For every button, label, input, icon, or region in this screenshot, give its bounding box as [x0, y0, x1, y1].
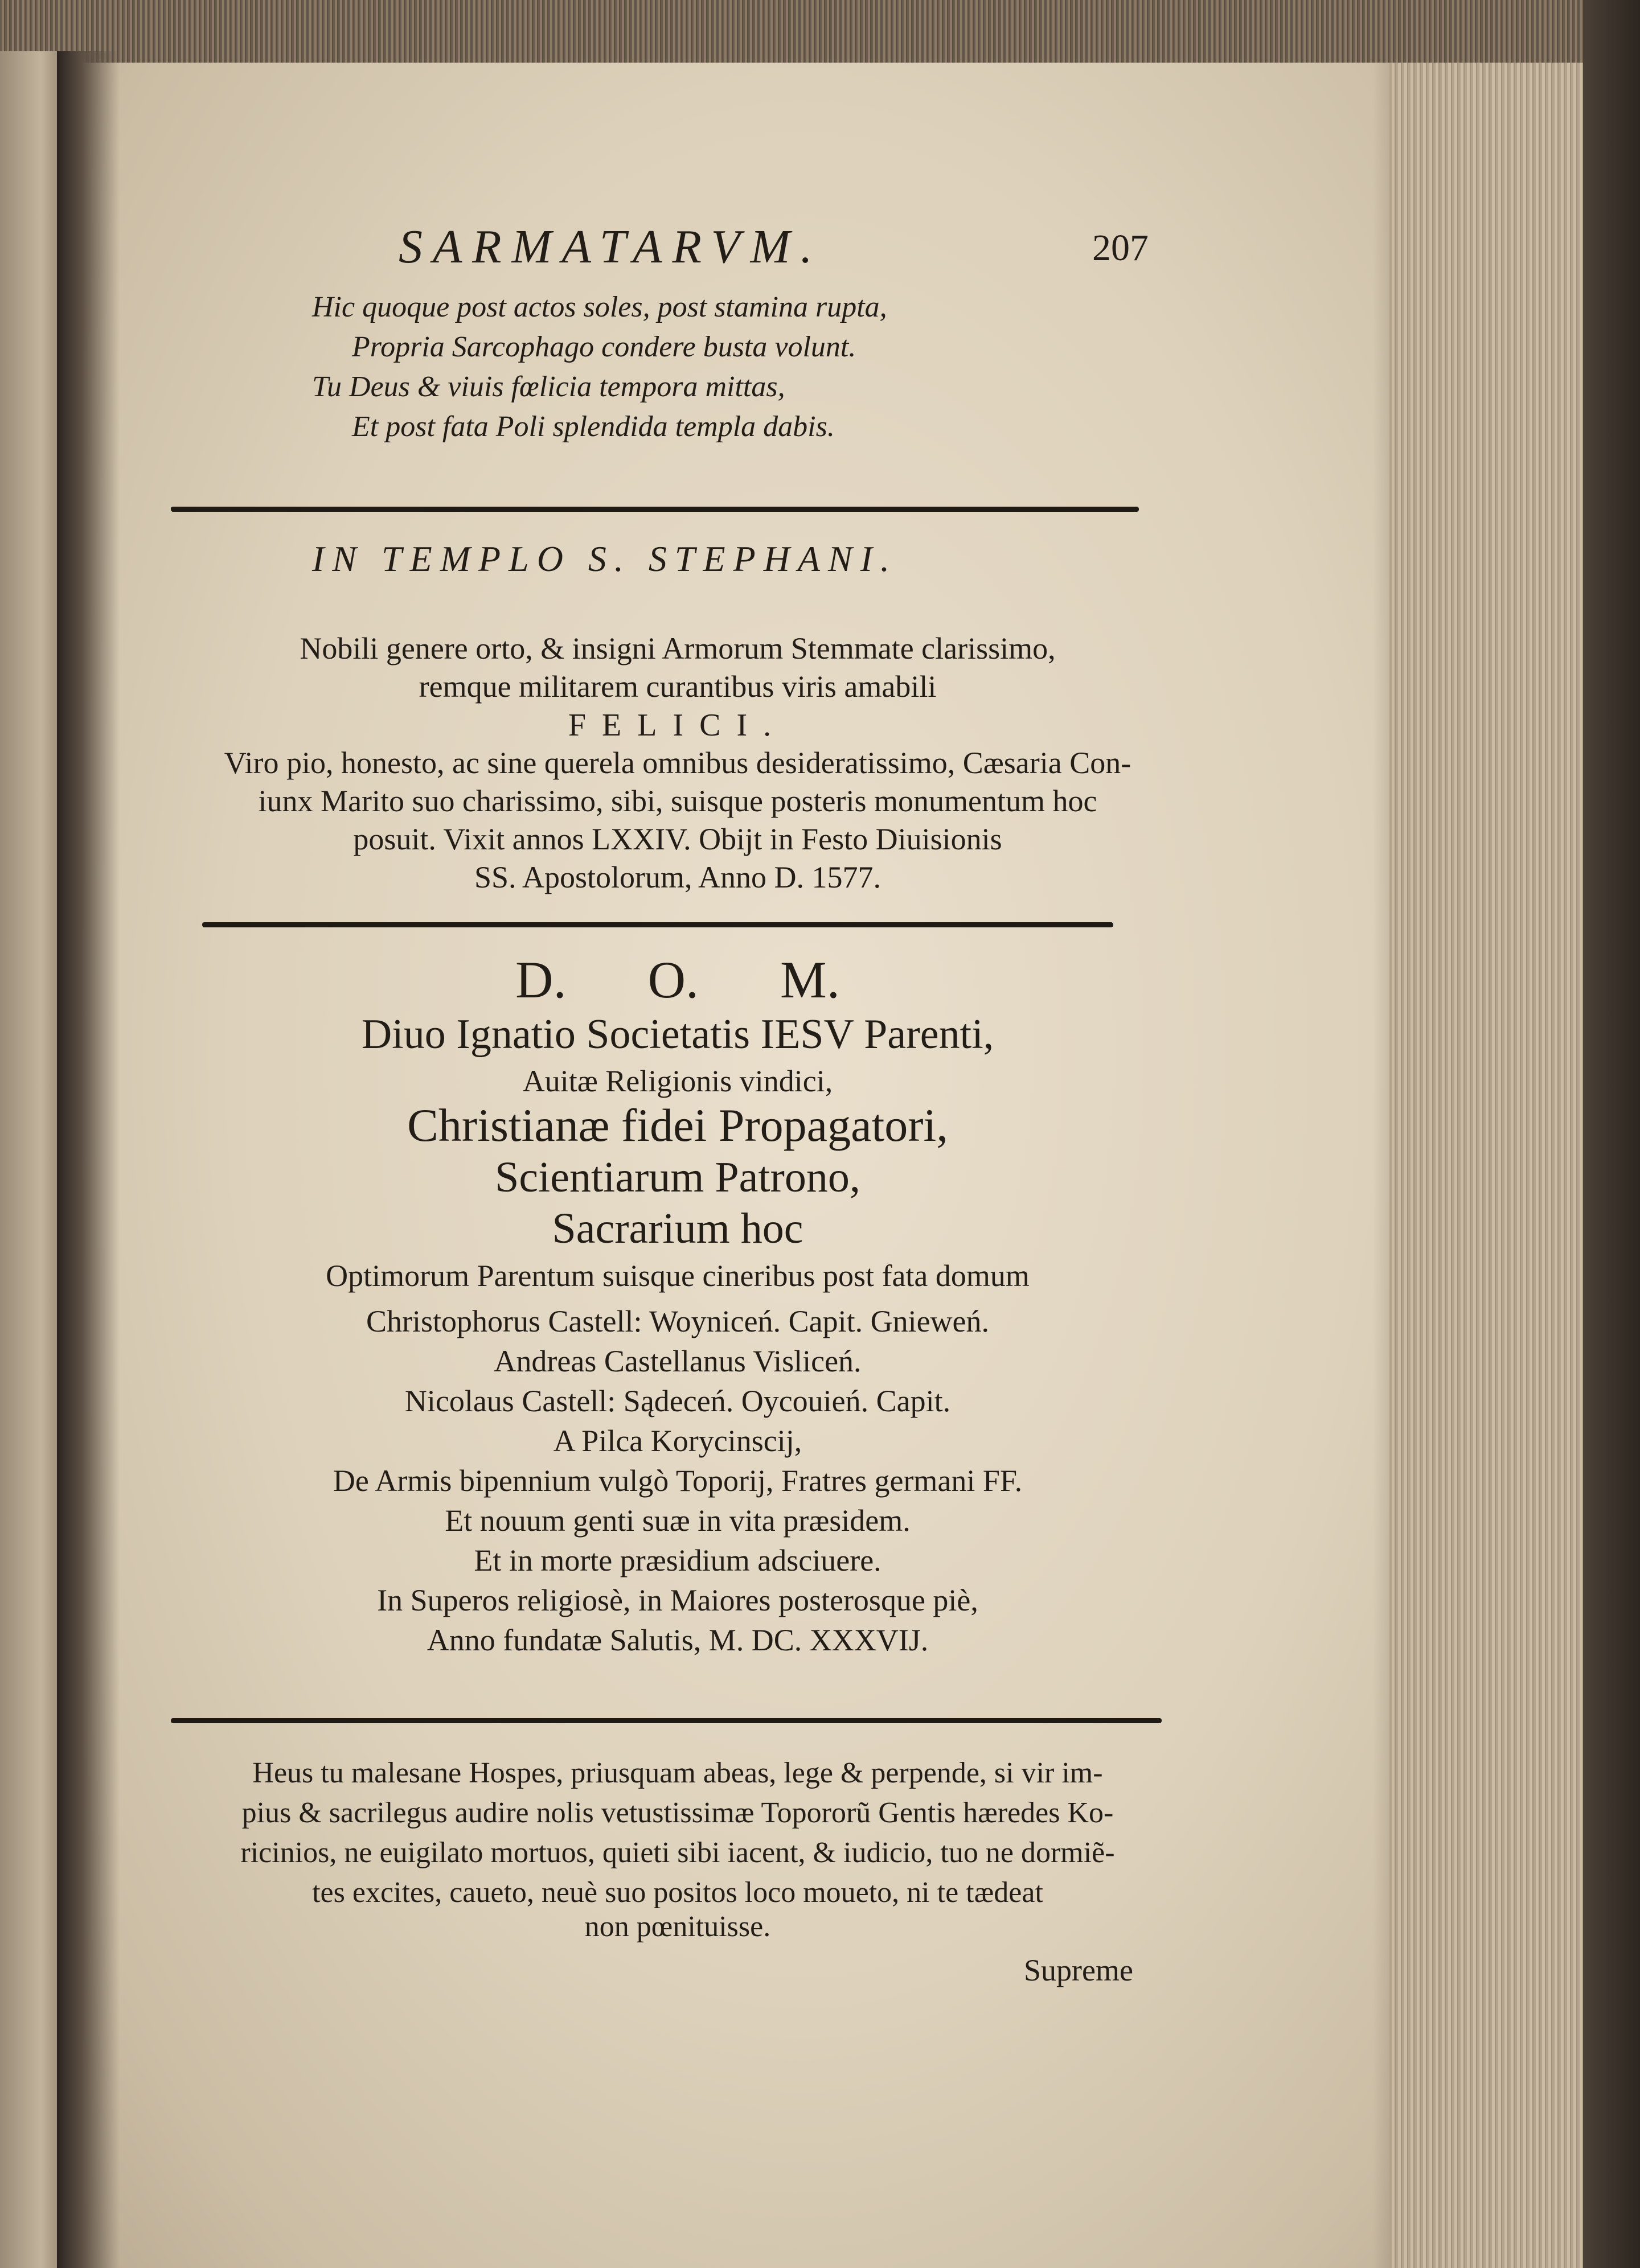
inscription-line: Anno fundatæ Salutis, M. DC. XXXVIJ. [427, 1623, 929, 1657]
inscription-line: In Superos religiosè, in Maiores posterosque piè, [377, 1583, 978, 1617]
inscription-line: Christianæ fidei Propagatori, [407, 1099, 948, 1151]
dom-heading: D. O. M. [515, 951, 840, 1009]
inscription-line: Sacrarium hoc [552, 1205, 803, 1252]
footer-line: Heus tu malesane Hospes, priusquam abeas, lege & perpende, si vir im- [252, 1757, 1103, 1789]
inscription-line: Auitæ Religionis vindici, [522, 1064, 833, 1098]
page-number: 207 [1092, 227, 1149, 269]
verse-line: Propria Sarcophago condere busta volunt. [352, 331, 856, 363]
footer-line: pius & sacrilegus audire nolis vetustissimæ Topororũ Gentis hæredes Ko- [241, 1797, 1114, 1829]
verse-line: Tu Deus & viuis fœlicia tempora mittas, [312, 371, 785, 403]
inscription-line: Diuo Ignatio Societatis IESV Parenti, [361, 1011, 994, 1058]
verse-line: Hic quoque post actos soles, post stamina rupta, [312, 291, 887, 323]
divider-rule [202, 922, 1113, 927]
epitaph-line: posuit. Vixit annos LXXIV. Obijt in Festo Diuisionis [353, 822, 1002, 856]
epitaph-line: remque militarem curantibus viris amabili [419, 669, 937, 704]
divider-rule [171, 1718, 1162, 1723]
gutter-shadow [57, 51, 120, 2268]
inscription-line: Et in morte præsidium adsciuere. [474, 1543, 882, 1577]
inscription-line: Nicolaus Castell: Sądeceń. Oycouień. Capit. [404, 1384, 951, 1418]
epitaph-line: SS. Apostolorum, Anno D. 1577. [474, 860, 882, 894]
inscription-line: Andreas Castellanus Visliceń. [494, 1344, 862, 1378]
epitaph-line: Nobili genere orto, & insigni Armorum Stemmate clarissimo, [300, 631, 1056, 665]
footer-line: non pœnituisse. [584, 1910, 771, 1943]
epitaph-line: iunx Marito suo charissimo, sibi, suisque posteris monumentum hoc [258, 784, 1097, 818]
inscription-line: Christophorus Castell: Woyniceń. Capit. Gnieweń. [366, 1304, 990, 1338]
catchword: Supreme [1024, 1953, 1133, 1987]
book-cover-right [1583, 0, 1640, 2268]
inscription-line: Scientiarum Patrono, [495, 1153, 860, 1201]
inscription-line: Optimorum Parentum suisque cineribus post fata domum [326, 1259, 1030, 1293]
inscription-line: A Pilca Korycinscij, [553, 1424, 802, 1458]
inscription-line: Et nouum genti suæ in vita præsidem. [445, 1503, 911, 1538]
section-heading: IN TEMPLO S. STEPHANI. [312, 539, 897, 579]
running-head: SARMATARVM. [399, 220, 823, 273]
divider-rule [171, 507, 1139, 512]
epitaph-name: FELICI. [568, 708, 788, 743]
verse-line: Et post fata Poli splendida templa dabis. [352, 410, 835, 443]
footer-line: ricinios, ne euigilato mortuos, quieti sibi iacent, & iudicio, tuo ne dormiẽ- [240, 1836, 1115, 1869]
footer-line: tes excites, caueto, neuè suo positos loco moueto, ni te tædeat [312, 1876, 1043, 1909]
epitaph-line: Viro pio, honesto, ac sine querela omnibus desideratissimo, Cæsaria Con- [224, 746, 1131, 780]
right-page-edges [1389, 63, 1594, 2268]
inscription-line: De Armis bipennium vulgò Toporij, Fratres germani FF. [333, 1464, 1023, 1498]
